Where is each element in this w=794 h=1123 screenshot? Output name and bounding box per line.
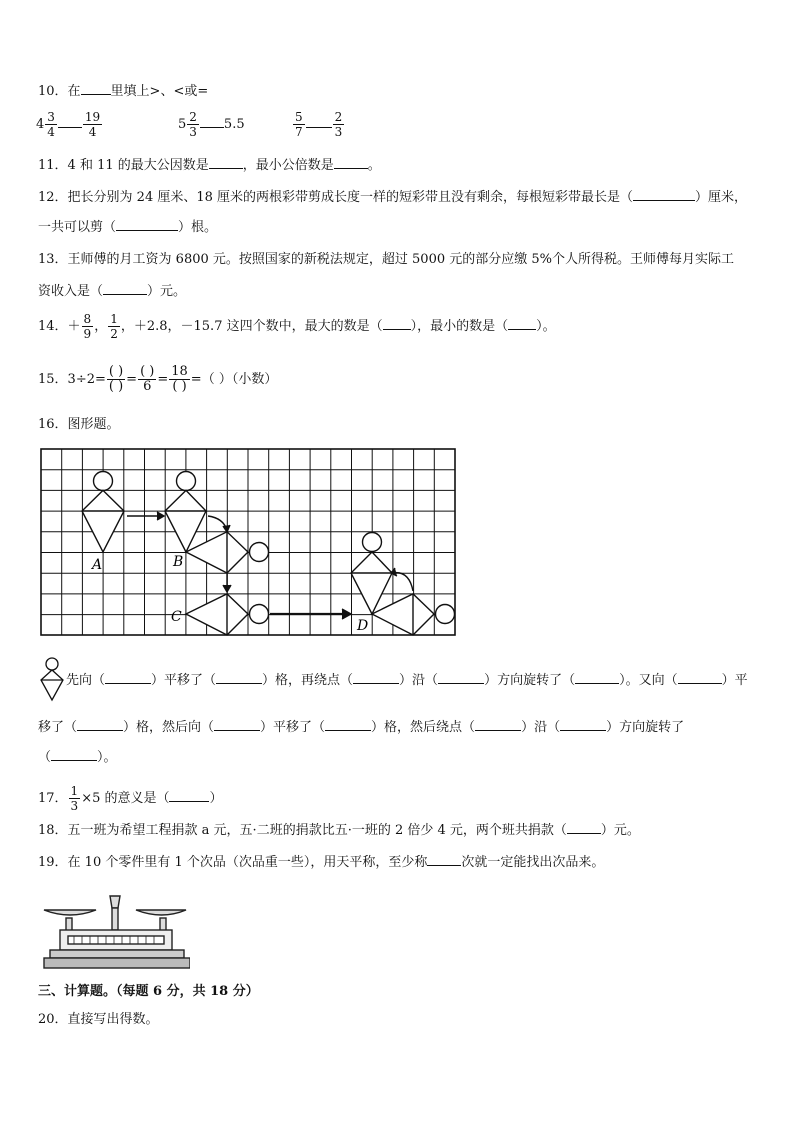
- compare-item-2: 5 $\frac{2}{3}$ 5.5: [178, 110, 245, 139]
- answer-blank[interactable]: [209, 156, 243, 169]
- answer-blank[interactable]: [575, 671, 619, 684]
- answer-blank[interactable]: [353, 671, 399, 684]
- answer-blank[interactable]: [169, 789, 209, 802]
- answer-blank[interactable]: [81, 82, 111, 95]
- answer-blank[interactable]: [633, 188, 695, 201]
- answer-blank[interactable]: [325, 718, 371, 731]
- compare-blank[interactable]: [58, 115, 82, 128]
- q16-title: 16．图形题。: [38, 417, 120, 432]
- q11-line: 11．4 和 11 的最大公因数是 ，最小公倍数是 。: [38, 158, 381, 173]
- grid-figure: [40, 448, 458, 638]
- shape-c: [186, 594, 269, 635]
- answer-blank[interactable]: [51, 748, 97, 761]
- answer-blank[interactable]: [105, 671, 151, 684]
- q16-line1: 先向（ ）平移了（ ）格，再绕点（ ）沿（ ）方向旋转了（ ）。又向（ ）平: [66, 673, 748, 688]
- q19-line: 19．在 10 个零件里有 1 个次品（次品重一些），用天平称，至少称 次就一定能找出次品来。: [38, 855, 605, 870]
- compare-blank[interactable]: [200, 115, 224, 128]
- answer-blank[interactable]: [508, 317, 536, 330]
- q14-line: 14．＋ $\frac{8}{9}$ ， $\frac{1}{2}$ ，＋2.8，－15.7 这四个数中，最大的数是（ ），最小的数是（ ）。: [38, 312, 556, 341]
- answer-blank[interactable]: [334, 156, 368, 169]
- answer-blank[interactable]: [77, 718, 123, 731]
- answer-blank[interactable]: [427, 853, 461, 866]
- q17-line: 17． $\frac{1}{3}$ ×5 的意义是（ ）: [38, 784, 223, 813]
- compare-item-3: $\frac{5}{7}$ $\frac{2}{3}$: [295, 110, 343, 139]
- balance-scale-image: [40, 888, 190, 972]
- answer-blank[interactable]: [678, 671, 722, 684]
- answer-blank[interactable]: [383, 317, 411, 330]
- q10-instruction: 里填上>、<或=: [110, 84, 209, 99]
- q16-line3: （ ）。: [38, 750, 117, 765]
- q10-label: 10．在: [38, 84, 81, 99]
- answer-blank[interactable]: [475, 718, 521, 731]
- answer-blank[interactable]: [116, 218, 178, 231]
- compare-item-1: 4 $\frac{3}{4}$ $\frac{19}{4}$: [36, 110, 101, 139]
- shape-a: [82, 472, 124, 553]
- kite-icon: [38, 656, 66, 702]
- answer-blank[interactable]: [567, 821, 601, 834]
- answer-blank[interactable]: [103, 282, 147, 295]
- compare-blank[interactable]: [306, 115, 332, 128]
- answer-blank[interactable]: [214, 718, 260, 731]
- q12-line2: 一共可以剪（ ）根。: [38, 220, 218, 235]
- q12-line1: 12．把长分别为 24 厘米、18 厘米的两根彩带剪成长度一样的短彩带且没有剩余，每根短彩带最长是（ ）厘米，: [38, 190, 748, 205]
- q13-line2: 资收入是（ ）元。: [38, 284, 187, 299]
- section-3-title: 三、计算题。（每题 6 分，共 18 分）: [38, 984, 259, 999]
- label-a: A: [92, 557, 103, 573]
- q15-line: 15．3÷2= $\frac{( )}{( )}$ = $\frac{( )}{6}$ = $\frac{18}{( )}$ =（ ）（小数）: [38, 364, 278, 394]
- q10-line: [38, 82, 208, 101]
- label-c: C: [171, 609, 182, 625]
- label-d: D: [357, 618, 369, 634]
- label-b: B: [173, 554, 184, 570]
- q20-line: 20．直接写出得数。: [38, 1012, 159, 1027]
- answer-blank[interactable]: [438, 671, 484, 684]
- q13-line1: 13．王师傅的月工资为 6800 元。按照国家的新税法规定，超过 5000 元的部分应缴 5%个人所得税。王师傅每月实际工: [38, 252, 734, 267]
- answer-blank[interactable]: [216, 671, 262, 684]
- q18-line: 18．五一班为希望工程捐款 a 元，五·二班的捐款比五·一班的 2 倍少 4 元，两个班共捐款（ ）元。: [38, 823, 640, 838]
- answer-blank[interactable]: [560, 718, 606, 731]
- q16-line2: 移了（ ）格，然后向（ ）平移了（ ）格，然后绕点（ ）沿（ ）方向旋转了: [38, 720, 685, 735]
